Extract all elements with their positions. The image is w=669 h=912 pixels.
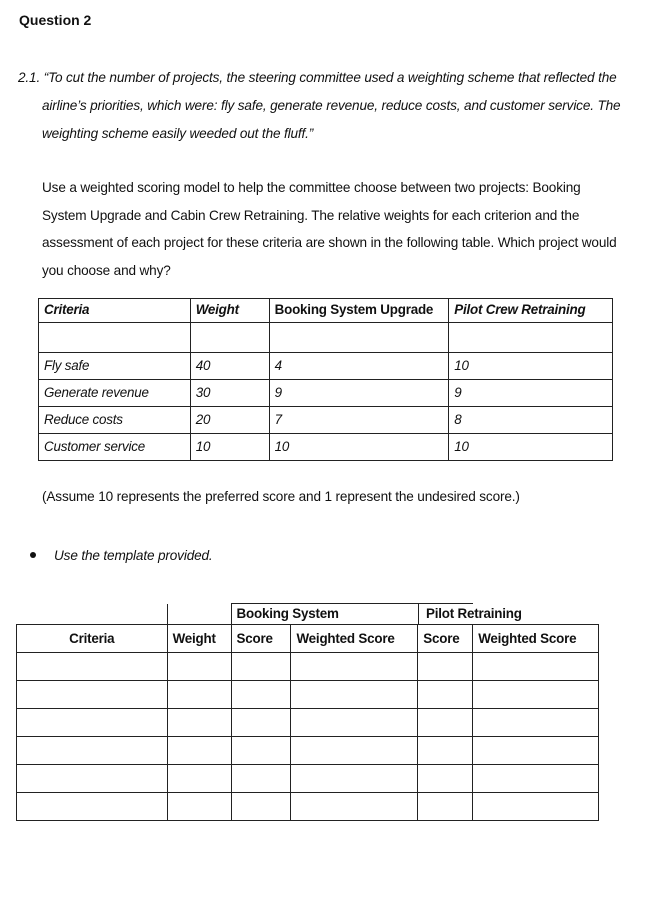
question-title: Question 2 — [19, 12, 92, 28]
bullet-icon — [30, 552, 36, 558]
template-header-pilot-weighted-score: Weighted Score — [473, 625, 599, 653]
header-weight: Weight — [190, 299, 269, 323]
cell-pilot-score: 10 — [449, 353, 613, 380]
template-row — [17, 737, 599, 765]
cell-pilot-score: 8 — [449, 407, 613, 434]
cell-criteria: Fly safe — [39, 353, 191, 380]
cell-pilot-score: 9 — [449, 380, 613, 407]
group-divider — [418, 603, 419, 625]
bullet-text: Use the template provided. — [54, 548, 213, 563]
question-instructions: Use a weighted scoring model to help the committee choose between two projects: Booking System Upgrade and Cabin Crew Retraining. The relative weights for each criterion and the assessment of each project for these criteria are shown in the following table. Which project would you choose and why? — [42, 180, 617, 278]
bullet-item — [30, 548, 213, 563]
template-row — [17, 709, 599, 737]
template-table — [16, 603, 599, 821]
cell-booking-score: 7 — [269, 407, 449, 434]
header-criteria: Criteria — [39, 299, 191, 323]
criteria-table-blank-row — [39, 323, 613, 353]
scoring-note: (Assume 10 represents the preferred score and 1 represent the undesired score.) — [42, 489, 520, 504]
group-booking-system: Booking System — [231, 604, 473, 625]
cell-criteria: Generate revenue — [39, 380, 191, 407]
cell-weight: 40 — [190, 353, 269, 380]
template-row — [17, 765, 599, 793]
template-header — [17, 625, 599, 653]
template-row — [17, 793, 599, 821]
cell-criteria: Customer service — [39, 434, 191, 461]
template-header-pilot-score: Score — [418, 625, 473, 653]
table-row — [39, 407, 613, 434]
cell-weight: 10 — [190, 434, 269, 461]
table-row — [39, 434, 613, 461]
header-booking-system-upgrade: Booking System Upgrade — [269, 299, 449, 323]
template-header-criteria: Criteria — [17, 625, 168, 653]
group-pilot-retraining: Pilot Retraining — [425, 604, 522, 624]
question-quote: 2.1. “To cut the number of projects, the steering committee used a weighting scheme that reflected the airline’s priorities, which were: fly safe, generate revenue, reduce costs, and customer service. The weighting scheme easily weeded out the fluff.” — [18, 70, 621, 141]
header-pilot-crew-retraining: Pilot Crew Retraining — [449, 299, 613, 323]
cell-weight: 30 — [190, 380, 269, 407]
cell-pilot-score: 10 — [449, 434, 613, 461]
criteria-table — [38, 298, 613, 461]
criteria-table-header — [39, 299, 613, 323]
template-header-weight: Weight — [167, 625, 231, 653]
cell-booking-score: 9 — [269, 380, 449, 407]
template-header-booking-weighted-score: Weighted Score — [291, 625, 418, 653]
template-row — [17, 653, 599, 681]
table-row — [39, 353, 613, 380]
cell-criteria: Reduce costs — [39, 407, 191, 434]
cell-weight: 20 — [190, 407, 269, 434]
template-row — [17, 681, 599, 709]
cell-booking-score: 10 — [269, 434, 449, 461]
template-header-booking-score: Score — [231, 625, 291, 653]
table-row — [39, 380, 613, 407]
cell-booking-score: 4 — [269, 353, 449, 380]
